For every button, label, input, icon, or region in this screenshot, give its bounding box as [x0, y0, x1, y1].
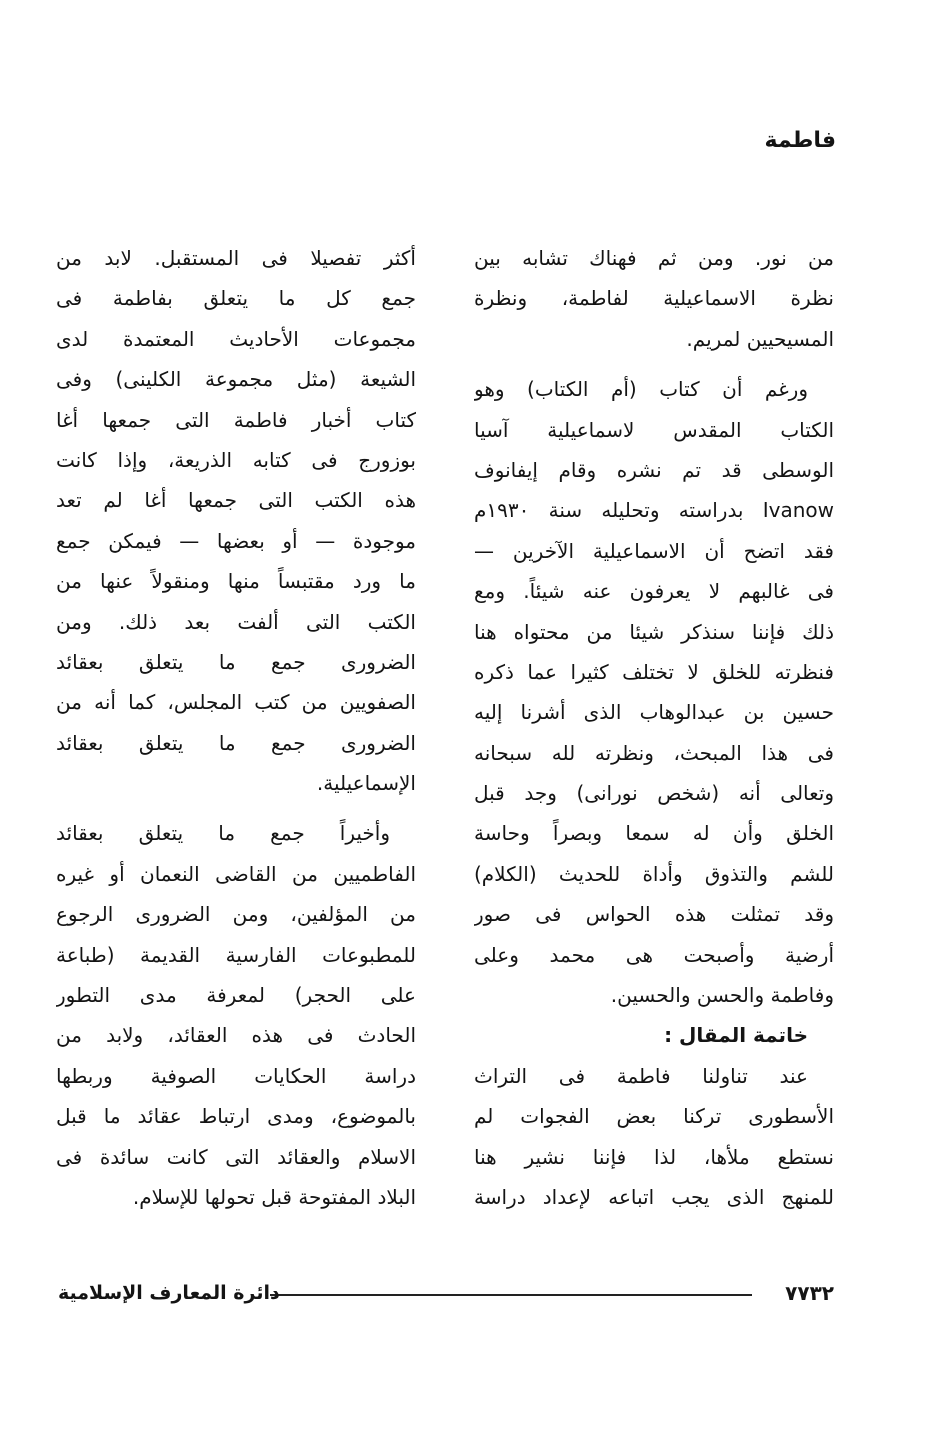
- section-heading: خاتمة المقال :: [664, 1023, 808, 1048]
- text-line: نستطع ملأها، لذا فإننا نشير هنا: [474, 1144, 834, 1169]
- text-line: وتعالى أنه (شخص نورانى) وجد قبل: [474, 781, 834, 806]
- text-line: بالموضوع، ومدى ارتباط عقائد ما قبل: [56, 1104, 416, 1129]
- left-column: [56, 238, 416, 1217]
- text-line: ورغم أن كتاب (أم الكتاب) وهو: [474, 377, 808, 402]
- text-line: من المؤلفين، ومن الضرورى الرجوع: [56, 902, 416, 927]
- text-line: موجودة — أو بعضها — فيمكن جمع: [56, 528, 416, 553]
- text-line: ذلك فإننا سنذكر شيئا من محتواه هنا: [474, 619, 834, 644]
- journal-title: دائرة المعارف الإسلامية: [58, 1282, 280, 1304]
- text-line: أرضية وأصبحت هى محمد وعلى: [474, 942, 834, 967]
- text-line: الكتب التى ألفت بعد ذلك. ومن: [56, 609, 416, 634]
- text-line: الضرورى جمع ما يتعلق بعقائد: [56, 730, 416, 755]
- text-line: للشم والتذوق وأداة للحديث (الكلام): [474, 861, 834, 886]
- page-number: ٧٧٣٢: [785, 1281, 834, 1305]
- footer-divider: [270, 1294, 752, 1296]
- text-line: للمطبوعات الفارسية القديمة (طباعة: [56, 942, 416, 967]
- text-line: للمنهج الذى يجب اتباعه لإعداد دراسة: [474, 1184, 834, 1209]
- text-line: حسين بن عبدالوهاب الذى أشرنا إليه: [474, 700, 834, 725]
- text-line: الإسماعيلية.: [316, 771, 416, 796]
- text-line: هذه الكتب التى جمعها أغا لم تعد: [56, 488, 416, 513]
- text-line: فنظرته للخلق لا تختلف كثيرا عما ذكره: [474, 659, 834, 684]
- text-line: وفاطمة والحسن والحسين.: [610, 983, 834, 1008]
- right-column: [474, 238, 834, 1217]
- running-head-title: فاطمة: [764, 128, 836, 153]
- text-line: الكتاب المقدس لاسماعيلية آسيا: [474, 417, 834, 442]
- text-line: فقد اتضح أن الاسماعيلية الآخرين —: [474, 538, 834, 563]
- text-line: الفاطميين من القاضى النعمان أو غيره: [56, 861, 416, 886]
- text-line: دراسة الحكايات الصوفية وربطها: [56, 1063, 416, 1088]
- text-line: الصفويين من كتب المجلس، كما أنه من: [56, 690, 416, 715]
- text-line: الوسطى قد تم نشره وقام إيفانوف: [474, 457, 834, 482]
- text-line: البلاد المفتوحة قبل تحولها للإسلام.: [132, 1184, 416, 1209]
- text-line: فى غالبهم لا يعرفون عنه شيئاً. ومع: [474, 579, 834, 604]
- text-line: على الحجر) لمعرفة مدى التطور: [56, 983, 416, 1008]
- page-footer: [58, 1278, 834, 1308]
- text-line: نظرة الاسماعيلية لفاطمة، ونظرة: [474, 286, 834, 311]
- paragraph-gap: [56, 803, 416, 813]
- text-line: الاسلام والعقائد التى كانت سائدة فى: [56, 1144, 416, 1169]
- text-line: الخلق وأن له سمعا وبصراً وحاسة: [474, 821, 834, 846]
- text-line: المسيحيين لمريم.: [686, 326, 834, 351]
- text-line: جمع كل ما يتعلق بفاطمة فى: [56, 286, 416, 311]
- text-line: عند تناولنا فاطمة فى التراث: [474, 1063, 808, 1088]
- text-line: وأخيراً جمع ما يتعلق بعقائد: [56, 821, 390, 846]
- text-line: الشيعة (مثل مجموعة الكلينى) وفى: [56, 367, 416, 392]
- text-line: الحادث فى هذه العقائد، ولابد من: [56, 1023, 416, 1048]
- text-line: فى هذا المبحث، ونظرته لله سبحانه: [474, 740, 834, 765]
- text-line: Ivanow بدراسته وتحليله سنة ١٩٣٠م: [474, 498, 834, 523]
- text-line: الضرورى جمع ما يتعلق بعقائد: [56, 649, 416, 674]
- text-line: كتاب أخبار فاطمة التى جمعها أغا: [56, 407, 416, 432]
- text-line: من نور. ومن ثم فهناك تشابه بين: [474, 246, 834, 270]
- text-line: بوزورج فى كتابه الذريعة، وإذا كانت: [56, 447, 416, 472]
- paragraph-gap: [474, 359, 834, 369]
- text-line: أكثر تفصيلا فى المستقبل. لابد من: [56, 246, 416, 270]
- text-line: مجموعات الأحاديث المعتمدة لدى: [56, 326, 416, 351]
- text-line: الأسطورى تركنا بعض الفجوات لم: [474, 1104, 834, 1129]
- text-line: ما ورد مقتبساً منها ومنقولاً عنها من: [56, 569, 416, 594]
- text-line: وقد تمثلت هذه الحواس فى صور: [474, 902, 834, 927]
